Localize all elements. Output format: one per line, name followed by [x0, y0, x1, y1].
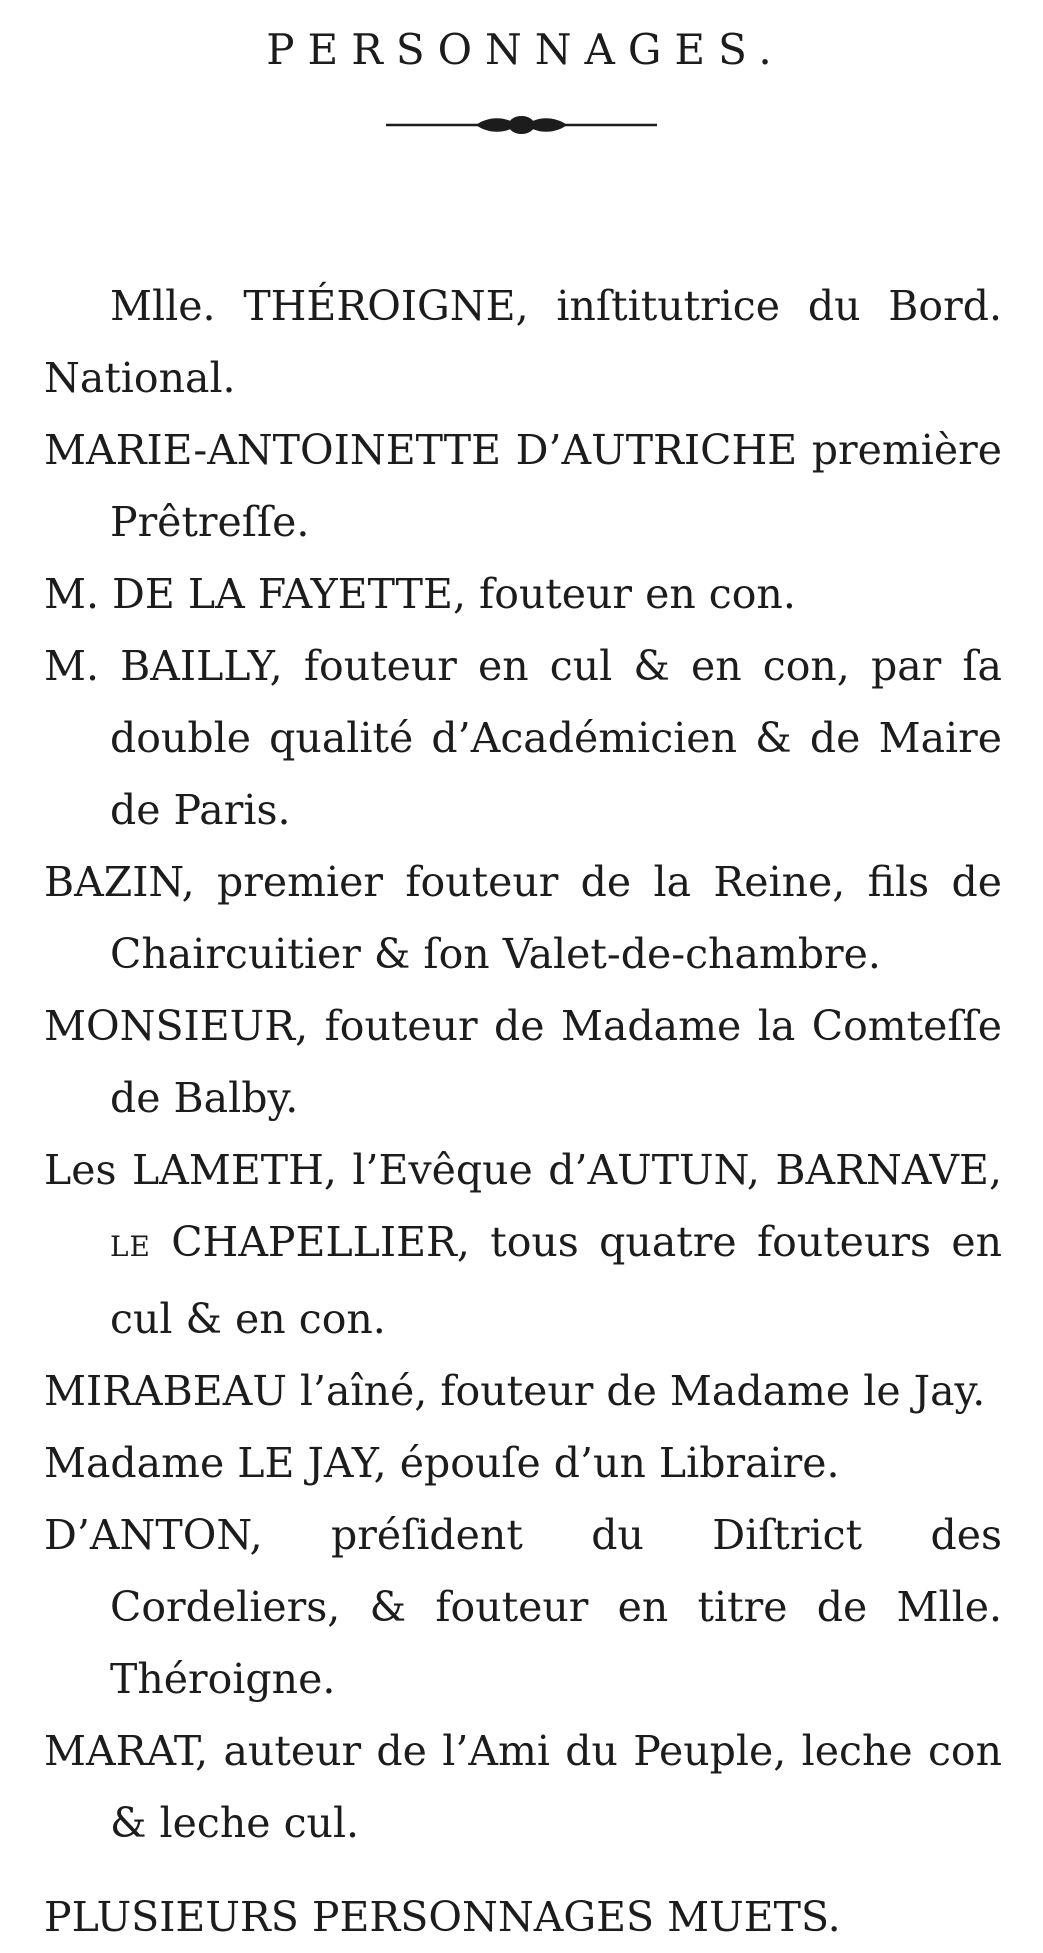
cast-entry-bailly: M. BAILLY, fouteur en cul & en con, par ſa double qualité d’Académicien & de Maire de Paris. — [44, 642, 1002, 834]
cast-closing-note: PLUSIEURS PERSONNAGES MUETS. — [44, 1893, 841, 1941]
cast-entry-monsieur: MONSIEUR, fouteur de Madame la Comteſſe de Balby. — [44, 1002, 1002, 1122]
cast-entry-lameth-text: Les LAMETH, l’Evêque d’AUTUN, BARNAVE, — [44, 1146, 1002, 1194]
ornamental-rule-icon — [384, 112, 659, 138]
cast-entry-bazin: BAZIN, premier fouteur de la Reine, fils de Chaircuitier & ſon Valet-de-chambre. — [44, 858, 1002, 978]
cast-entry-la-fayette: M. DE LA FAYETTE, fouteur en con. — [44, 570, 796, 618]
cast-entry-marie-antoinette: MARIE-ANTOINETTE D’AUTRICHE première Prêtreſſe. — [44, 426, 1002, 546]
cast-entry-marat: MARAT, auteur de l’Ami du Peuple, leche con & leche cul. — [44, 1727, 1002, 1847]
cast-entry-lameth — [44, 1134, 1002, 1355]
cast-entry-danton: D’ANTON, préſident du Diſtrict des Cordeliers, & fouteur en titre de Mlle. Théroigne. — [44, 1511, 1002, 1703]
cast-entry-lameth-small-caps: LE — [110, 1230, 151, 1263]
cast-entry-le-jay: Madame LE JAY, épouſe d’un Libraire. — [44, 1439, 840, 1487]
page-title: PERSONNAGES. — [266, 25, 785, 74]
cast-list — [44, 270, 1002, 1953]
cast-entry-theroigne: Mlle. THÉROIGNE, inſtitutrice du Bord. National. — [44, 282, 1002, 402]
cast-entry-mirabeau: MIRABEAU l’aîné, fouteur de Madame le Jay. — [44, 1367, 986, 1415]
cast-entry-lameth-continuation: CHAPELLIER, tous quatre fouteurs en cul & en con. — [110, 1218, 1002, 1343]
